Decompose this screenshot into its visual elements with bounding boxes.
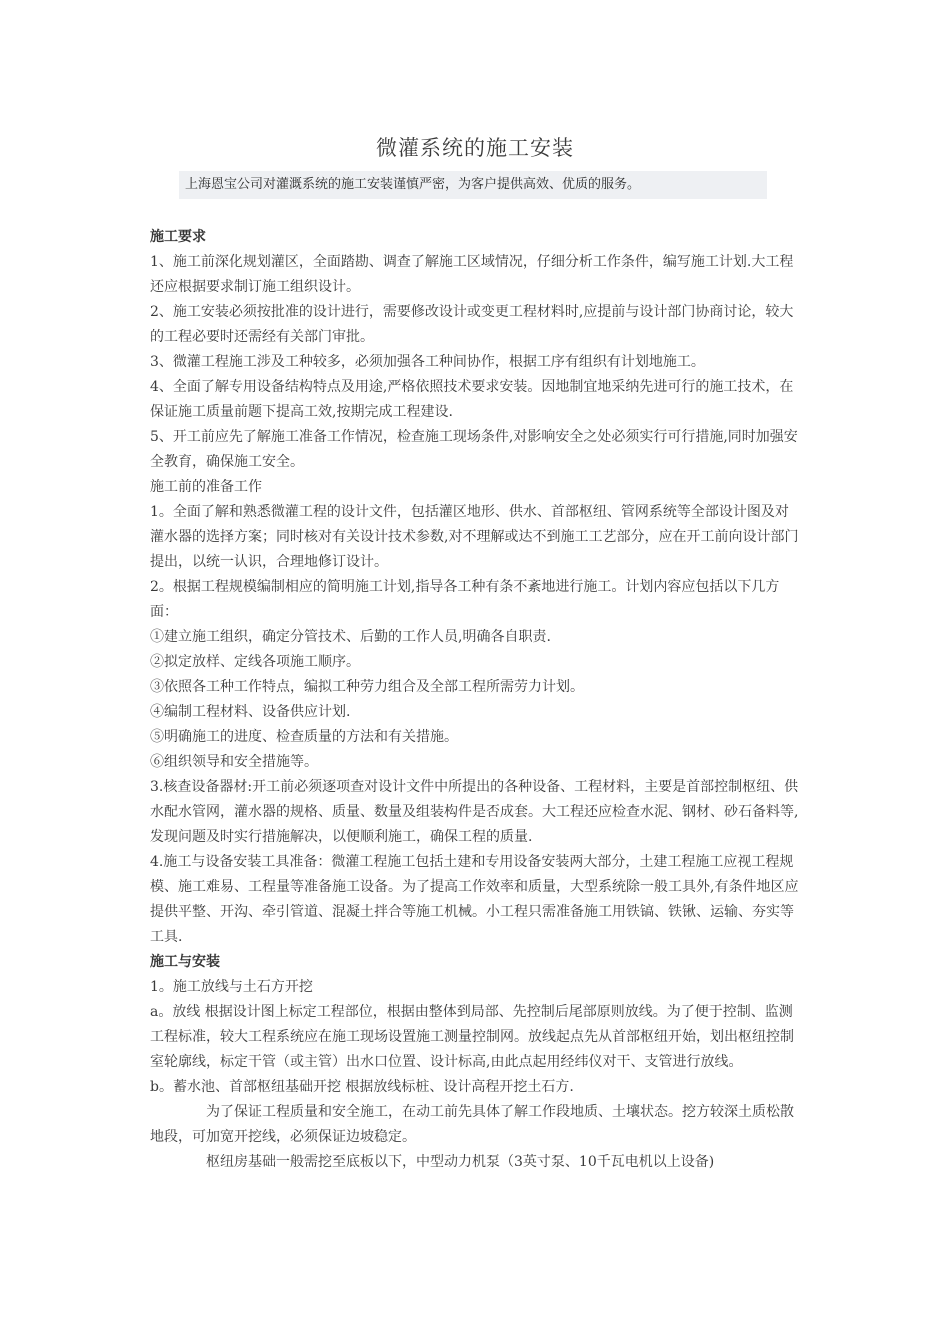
body-paragraph: 1。施工放线与土石方开挖	[150, 979, 313, 995]
body-paragraph: 枢纽房基础一般需挖至底板以下，中型动力机泵（3英寸泵、10千瓦电机以上设备)	[206, 1154, 715, 1170]
body-paragraph: 4.施工与设备安装工具准备：微灌工程施工包括土建和专用设备安装两大部分，土建工程施工应视工程规模、施工难易、工程量等准备施工设备。为了提高工作效率和质量，大型系统除一般工具外,有条件地区应提供平整、开沟、牵引管道、混凝土拌合等施工机械。小工程只需准备施工用铁镐、铁锹、运输、夯实等工具.	[150, 854, 799, 945]
intro-banner: 上海恩宝公司对灌溉系统的施工安装谨慎严密，为客户提供高效、优质的服务。	[179, 171, 767, 199]
body-paragraph: ②拟定放样、定线各项施工顺序。	[150, 654, 360, 670]
body-paragraph: a。放线 根据设计图上标定工程部位，根据由整体到局部、先控制后尾部原则放线。为了便于控制、监测工程标准，较大工程系统应在施工现场设置施工测量控制网。放线起点先从首部枢纽开始，划出枢纽控制室轮廓线，标定干管（或主管）出水口位置、设计标高,由此点起用经纬仪对干、支管进行放线。	[150, 1004, 794, 1070]
body-paragraph: ⑤明确施工的进度、检查质量的方法和有关措施。	[150, 729, 458, 745]
body-paragraph: 1。全面了解和熟悉微灌工程的设计文件，包括灌区地形、供水、首部枢纽、管网系统等全部设计图及对灌水器的选择方案；同时核对有关设计技术参数,对不理解或达不到施工工艺部分，应在开工前向设计部门提出，以统一认识，合理地修订设计。	[150, 504, 799, 570]
section-heading: 施工要求	[150, 229, 206, 245]
body-paragraph: 1、施工前深化规划灌区，全面踏勘、调查了解施工区域情况，仔细分析工作条件，编写施工计划.大工程还应根据要求制订施工组织设计。	[150, 254, 794, 295]
section-heading: 施工与安装	[150, 954, 220, 970]
body-paragraph: b。蓄水池、首部枢纽基础开挖 根据放线标桩、设计高程开挖土石方.	[150, 1079, 574, 1095]
body-paragraph: 3.核查设备器材:开工前必须逐项查对设计文件中所提出的各种设备、工程材料，主要是首部控制枢纽、供水配水管网，灌水器的规格、质量、数量及组装构件是否成套。大工程还应检查水泥、钢材、砂石备料等,发现问题及时实行措施解决，以便顺利施工，确保工程的质量.	[150, 779, 799, 845]
body-paragraph: ⑥组织领导和安全措施等。	[150, 754, 318, 770]
body-paragraph: ③依照各工种工作特点，编拟工种劳力组合及全部工程所需劳力计划。	[150, 679, 584, 695]
body-paragraph: 为了保证工程质量和安全施工，在动工前先具体了解工作段地质、土壤状态。挖方较深土质松散地段，可加宽开挖线，必须保证边坡稳定。	[150, 1104, 794, 1145]
body-paragraph: 2。根据工程规模编制相应的简明施工计划,指导各工种有条不紊地进行施工。计划内容应包括以下几方面：	[150, 579, 780, 620]
body-paragraph: 施工前的准备工作	[150, 479, 262, 495]
document-title: 微灌系统的施工安装	[376, 136, 574, 160]
body-paragraph: ④编制工程材料、设备供应计划.	[150, 704, 351, 720]
body-paragraph: 2、施工安装必须按批准的设计进行，需要修改设计或变更工程材料时,应提前与设计部门协商讨论，较大的工程必要时还需经有关部门审批。	[150, 304, 794, 345]
document-body	[150, 225, 802, 1175]
body-paragraph: 5、开工前应先了解施工准备工作情况，检查施工现场条件,对影响安全之处必须实行可行措施,同时加强安全教育，确保施工安全。	[150, 429, 798, 470]
body-paragraph: ①建立施工组织，确定分管技术、后勤的工作人员,明确各自职责.	[150, 629, 551, 645]
body-paragraph: 4、全面了解专用设备结构特点及用途,严格依照技术要求安装。因地制宜地采纳先进可行的施工技术，在保证施工质量前题下提高工效,按期完成工程建设.	[150, 379, 794, 420]
body-paragraph: 3、微灌工程施工涉及工种较多，必须加强各工种间协作，根据工序有组织有计划地施工。	[150, 354, 705, 370]
